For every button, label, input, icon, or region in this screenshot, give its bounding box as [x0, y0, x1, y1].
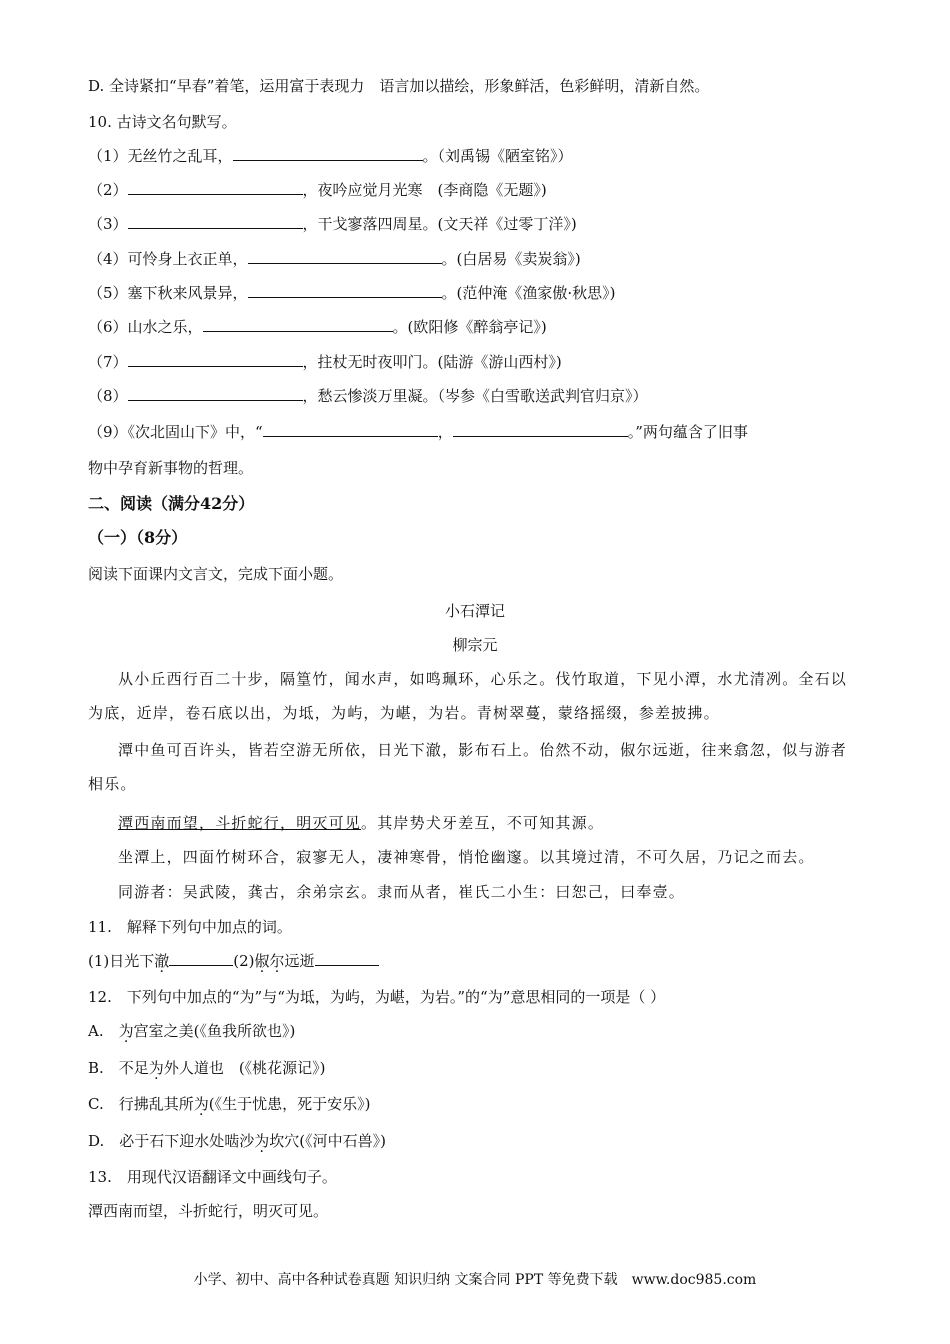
q11-item-2: (2): [233, 952, 255, 970]
q10-8-pre: （8）: [88, 387, 128, 405]
q10-2-pre: （2）: [88, 181, 128, 199]
q12-title: 12. 下列句中加点的“为”与“为坻，为屿，为嵁，为岩。”的“为”意思相同的一项是（ ）: [88, 988, 666, 1006]
option-d-label: D. 必于石下迎水处啮沙: [88, 1132, 255, 1150]
q12-option-c[interactable]: [88, 1094, 370, 1114]
underlined-sentence: 潭西南而望，斗折蛇行，明灭可见: [118, 814, 362, 832]
q10-4-pre: （4）可怜身上衣正单，: [88, 250, 248, 268]
q10-line-5: [88, 283, 616, 303]
q13-sentence: 潭西南而望，斗折蛇行，明灭可见。: [88, 1202, 329, 1220]
option-c-text: (《生于忧患，死于安乐》): [208, 1095, 371, 1113]
q10-6-post: 。(欧阳修《醉翁亭记》): [392, 318, 547, 336]
dotted-word: 尔: [269, 952, 285, 970]
q11-items: [88, 951, 379, 971]
passage-author: 柳宗元: [452, 636, 498, 654]
q10-line-9-cont: 物中孕育新事物的哲理。: [88, 459, 254, 477]
passage-paragraph-4: 坐潭上，四面竹树环合，寂寥无人，凄神寒骨，悄怆幽邃。以其境过清，不可久居，乃记之而去。: [118, 848, 815, 866]
q10-9-mid: ，: [437, 423, 453, 441]
q10-5-pre: （5）塞下秋来风景异，: [88, 284, 248, 302]
answer-blank[interactable]: [169, 951, 233, 966]
q10-line-1: [88, 146, 573, 166]
dotted-word: 澈: [154, 952, 170, 970]
passage-paragraph-2: 潭中鱼可百许头，皆若空游无所依，日光下澈，影布石上。佁然不动，俶尔远逝，往来翕忽，似与游者相乐。: [88, 741, 848, 793]
answer-blank[interactable]: [128, 386, 303, 401]
dotted-word: 为: [193, 1095, 209, 1113]
option-c-label: C. 行拂乱其所: [88, 1095, 194, 1113]
q12-option-a[interactable]: [88, 1021, 295, 1041]
answer-blank[interactable]: [315, 951, 379, 966]
q10-9-pre: （9）《次北固山下》中，“: [88, 423, 263, 441]
answer-blank[interactable]: [248, 283, 442, 298]
q12-option-d[interactable]: [88, 1131, 386, 1151]
answer-blank[interactable]: [128, 180, 303, 195]
q10-1-post: 。（刘禹锡《陋室铭》）: [422, 147, 573, 165]
option-b-label: B. 不足: [88, 1059, 149, 1077]
reading-instruction: 阅读下面课内文言文，完成下面小题。: [88, 565, 344, 583]
q12-option-b[interactable]: [88, 1058, 326, 1078]
option-a-label: A.: [88, 1022, 119, 1040]
q10-2-post: ，夜吟应觉月光寒 (李商隐《无题》): [302, 181, 547, 199]
q10-line-8: [88, 386, 648, 406]
q11-item-2-rest: 远逝: [284, 952, 315, 970]
answer-blank[interactable]: [128, 214, 303, 229]
section-2-heading: 二、阅读（满分42分）: [88, 494, 255, 513]
q10-5-post: 。(范仲淹《渔家傲·秋思》): [441, 284, 616, 302]
option-a-text: 宫室之美(《鱼我所欲也》): [133, 1022, 296, 1040]
option-d-text: 坎穴(《河中石兽》): [269, 1132, 386, 1150]
q11-item-1: (1)日光下: [88, 952, 155, 970]
option-b-text: 外人道也 (《桃花源记》): [163, 1059, 326, 1077]
footer-link[interactable]: 小学、初中、高中各种试卷真题 知识归纳 文案合同 PPT 等免费下载 www.doc985.com: [193, 1272, 757, 1288]
q9-option-d: D. 全诗紧扣“早春”着笔，运用富于表现力 语言加以描绘，形象鲜活，色彩鲜明，清新自然。: [88, 77, 710, 95]
q10-7-pre: （7）: [88, 353, 128, 371]
q10-7-post: ，拄杖无时夜叩门。(陆游《游山西村》): [302, 353, 562, 371]
q13-title: 13. 用现代汉语翻译文中画线句子。: [88, 1168, 337, 1186]
q10-line-4: [88, 249, 581, 269]
q10-4-post: 。(白居易《卖炭翁》): [441, 250, 581, 268]
dotted-word: 为: [148, 1059, 164, 1077]
passage-paragraph-3: [88, 806, 863, 840]
q10-line-9: [88, 422, 748, 442]
q10-3-post: ，干戈寥落四周星。(文天祥《过零丁洋》): [302, 215, 577, 233]
answer-blank[interactable]: [263, 422, 438, 437]
passage-paragraph-1: 从小丘西行百二十步，隔篁竹，闻水声，如鸣珮环，心乐之。伐竹取道，下见小潭，水尤清冽。全石以为底，近岸，卷石底以出，为坻，为屿，为嵁，为岩。青树翠蔓，蒙络摇缀，参差披拂。: [88, 670, 848, 722]
answer-blank[interactable]: [203, 317, 393, 332]
q10-3-pre: （3）: [88, 215, 128, 233]
q10-line-3: [88, 214, 577, 234]
q10-9-post: 。”两句蕴含了旧事: [627, 423, 748, 441]
q10-title: 10. 古诗文名句默写。: [88, 113, 237, 131]
answer-blank[interactable]: [248, 249, 442, 264]
passage-title: 小石潭记: [444, 602, 505, 620]
paragraph-3-rest: 。其岸势犬牙差互，不可知其源。: [361, 814, 605, 832]
q10-line-6: [88, 317, 547, 337]
q10-8-post: ，愁云惨淡万里凝。（岑参《白雪歌送武判官归京》）: [302, 387, 648, 405]
dotted-word: 俶: [254, 952, 270, 970]
q10-line-7: [88, 352, 562, 372]
dotted-word: 为: [118, 1022, 134, 1040]
q10-6-pre: （6）山水之乐，: [88, 318, 203, 336]
part-1-heading: （一）（8分）: [88, 528, 188, 547]
q11-title: 11. 解释下列句中加点的词。: [88, 918, 292, 936]
passage-paragraph-5: 同游者：吴武陵，龚古，余弟宗玄。隶而从者，崔氏二小生：曰恕己，曰奉壹。: [118, 883, 686, 901]
answer-blank[interactable]: [453, 422, 628, 437]
q10-line-2: [88, 180, 547, 200]
answer-blank[interactable]: [233, 146, 423, 161]
q10-1-pre: （1）无丝竹之乱耳，: [88, 147, 233, 165]
answer-blank[interactable]: [128, 352, 303, 367]
dotted-word: 为: [254, 1132, 270, 1150]
